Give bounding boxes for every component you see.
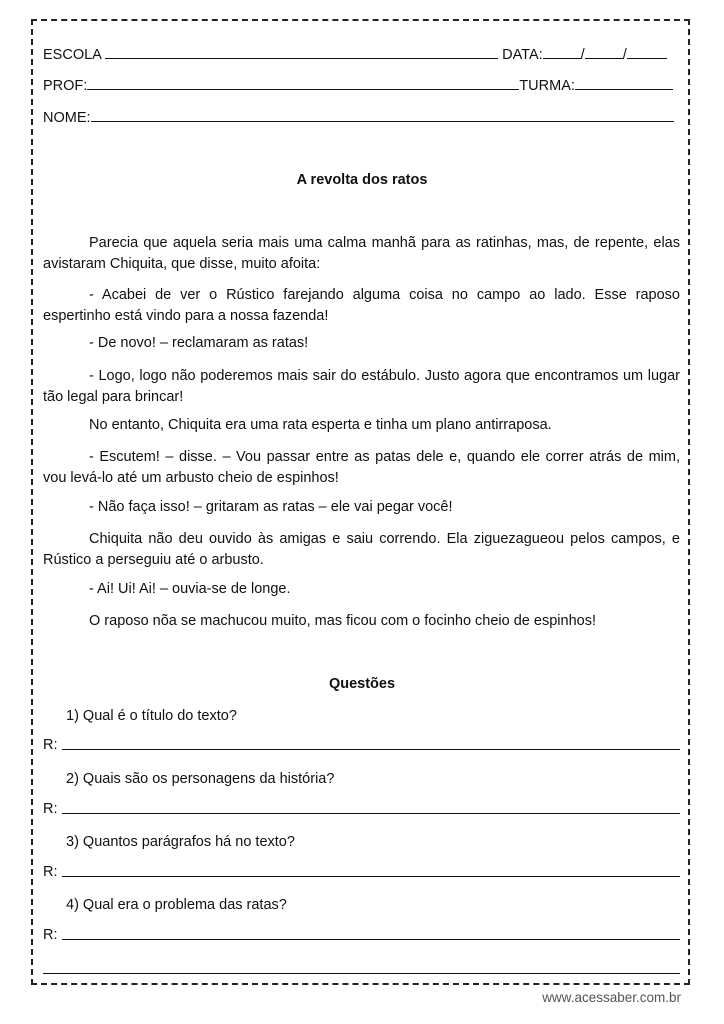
class-blank[interactable] [575, 75, 673, 90]
website-url: www.acessaber.com.br [542, 990, 681, 1005]
story-paragraph: No entanto, Chiquita era uma rata esperta e tinha um plano antirraposa. [89, 417, 552, 433]
story-title: A revolta dos ratos [296, 172, 428, 188]
name-field [43, 107, 674, 127]
story-paragraph: - Acabei de ver o Rústico farejando alguma coisa no campo ao lado. Esse raposo espertinho está vindo para a nossa fazenda! [43, 287, 680, 324]
answer-line-3[interactable] [43, 864, 680, 880]
class-label: TURMA: [519, 78, 575, 94]
name-blank[interactable] [91, 107, 674, 122]
question-1: 1) Qual é o título do texto? [66, 708, 237, 724]
date-month-blank[interactable] [585, 44, 623, 59]
school-label: ESCOLA [43, 47, 102, 63]
answer-blank[interactable] [62, 876, 681, 877]
question-3: 3) Quantos parágrafos há no texto? [66, 834, 295, 850]
answer-label: R: [43, 927, 58, 943]
questions-title: Questões [328, 676, 396, 692]
name-label: NOME: [43, 110, 91, 126]
answer-blank[interactable] [62, 749, 681, 750]
school-field [43, 44, 667, 64]
date-sep-2: / [622, 47, 627, 63]
school-blank[interactable] [105, 44, 498, 59]
answer-label: R: [43, 737, 58, 753]
prof-label: PROF: [43, 78, 88, 94]
answer-line-2[interactable] [43, 801, 680, 817]
story-paragraph: O raposo nõa se machucou muito, mas ficou com o focinho cheio de espinhos! [89, 613, 596, 629]
date-label: DATA: [502, 47, 543, 63]
answer-line-1[interactable] [43, 737, 680, 753]
story-paragraph: Chiquita não deu ouvido às amigas e saiu correndo. Ela ziguezagueou pelos campos, e Rústico a perseguiu até o arbusto. [43, 531, 680, 568]
answer-extra-line[interactable] [43, 973, 680, 974]
date-sep-1: / [580, 47, 585, 63]
date-year-blank[interactable] [627, 44, 667, 59]
story-paragraph: - Escutem! – disse. – Vou passar entre as patas dele e, quando ele correr atrás de mim, vou levá-lo até um arbusto cheio de espinhos! [43, 449, 680, 486]
answer-blank[interactable] [62, 813, 681, 814]
question-4: 4) Qual era o problema das ratas? [66, 897, 287, 913]
story-paragraph: - Não faça isso! – gritaram as ratas – ele vai pegar você! [89, 499, 453, 515]
answer-blank[interactable] [62, 939, 681, 940]
prof-blank[interactable] [87, 75, 519, 90]
story-paragraph: Parecia que aquela seria mais uma calma manhã para as ratinhas, mas, de repente, elas avistaram Chiquita, que disse, muito afoita: [43, 235, 680, 272]
answer-label: R: [43, 801, 58, 817]
answer-line-4[interactable] [43, 927, 680, 943]
answer-label: R: [43, 864, 58, 880]
story-paragraph: - De novo! – reclamaram as ratas! [89, 335, 309, 351]
prof-field [43, 75, 673, 95]
story-paragraph: - Logo, logo não poderemos mais sair do estábulo. Justo agora que encontramos um lugar tão legal para brincar! [43, 368, 680, 405]
question-2: 2) Quais são os personagens da história? [66, 771, 335, 787]
date-day-blank[interactable] [543, 44, 581, 59]
story-paragraph: - Ai! Ui! Ai! – ouvia-se de longe. [89, 581, 291, 597]
